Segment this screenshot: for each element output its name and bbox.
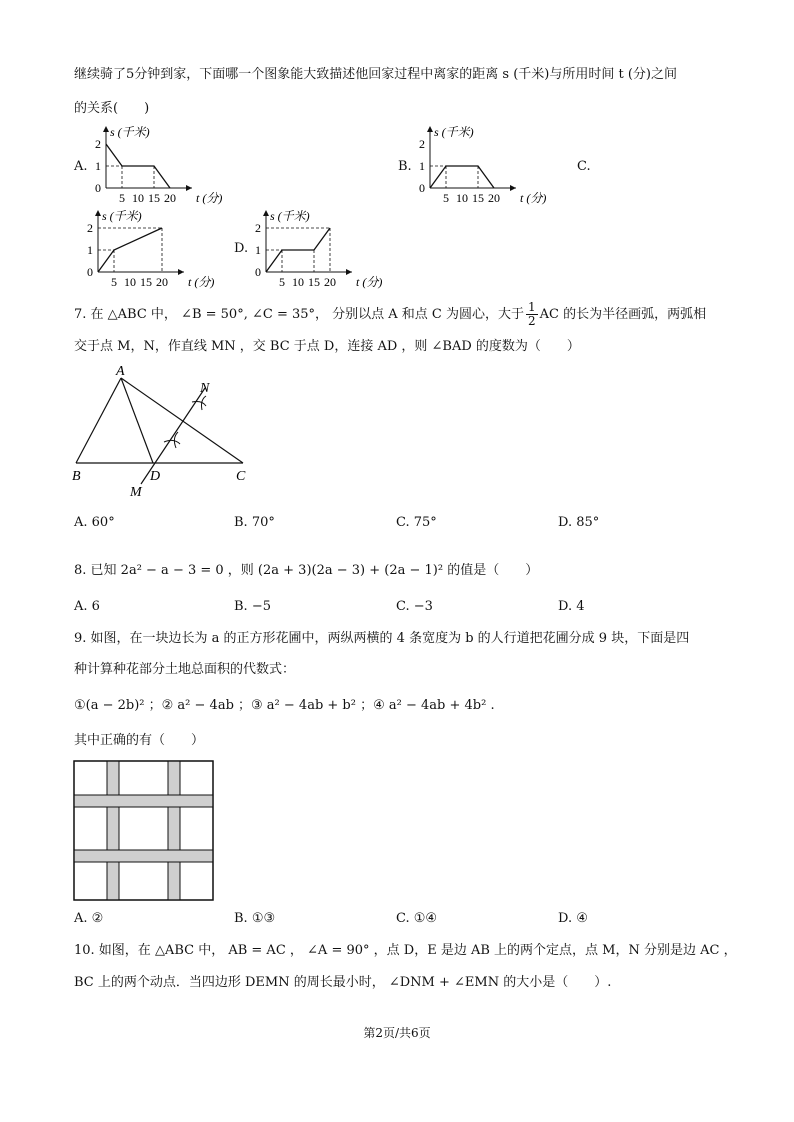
- y-tick-label: 2: [95, 137, 101, 151]
- q9-option-a: A. ②: [74, 911, 104, 926]
- y-tick-label: 0: [255, 265, 261, 279]
- q7-text-line2: 交于点 M，N，作直线 MN ，交 BC 于点 D，连接 AD ，则 ∠BAD 的度数为（ ）: [74, 339, 580, 354]
- q7-triangle-figure: [68, 362, 268, 502]
- y-tick-label: 0: [419, 181, 425, 195]
- q7-text-line1: [74, 301, 706, 328]
- x-tick-label: 15: [472, 191, 484, 205]
- s-axis-label: s (千米): [110, 125, 150, 139]
- s-axis-arrow: [95, 210, 101, 216]
- s-axis-arrow: [263, 210, 269, 216]
- horizontal-path-1: [74, 795, 213, 807]
- s-axis-label: s (千米): [102, 209, 142, 223]
- q6-option-b-label: B.: [398, 159, 412, 174]
- q6-graph-b: [412, 122, 552, 208]
- x-tick-label: 15: [140, 275, 152, 289]
- q8-option-c: C. −3: [396, 599, 433, 614]
- q7-option-c: C. 75°: [396, 515, 437, 530]
- distance-curve: [266, 228, 330, 272]
- x-tick-label: 5: [111, 275, 117, 289]
- q6-option-c-label: C.: [577, 159, 591, 174]
- label-b: B: [72, 469, 81, 484]
- x-tick-label: 5: [443, 191, 449, 205]
- q6-option-a-label: A.: [74, 159, 88, 174]
- q6-text-line1: 继续骑了5分钟到家，下面哪一个图象能大致描述他回家过程中离家的距离 s (千米)与所用时间 t (分)之间: [74, 67, 677, 82]
- t-axis-arrow: [186, 185, 192, 191]
- x-tick-label: 20: [164, 191, 176, 205]
- segment-ab: [76, 378, 121, 463]
- x-tick-label: 5: [279, 275, 285, 289]
- t-axis-label: t (分): [196, 191, 223, 205]
- q9-option-d: D. ④: [558, 911, 588, 926]
- q8-option-d: D. 4: [558, 599, 585, 614]
- page-footer: 第2页/共6页: [363, 1026, 431, 1040]
- label-n: N: [200, 381, 210, 396]
- s-axis-label: s (千米): [270, 209, 310, 223]
- q6-text-line2: 的关系( ): [74, 101, 150, 116]
- q9-garden-figure: [73, 760, 215, 902]
- segment-ad: [121, 378, 153, 463]
- q9-text-line2: 种计算种花部分土地总面积的代数式：: [74, 662, 296, 677]
- t-axis-label: t (分): [188, 275, 215, 289]
- x-tick-label: 15: [148, 191, 160, 205]
- garden-square: [74, 761, 213, 900]
- s-axis-arrow: [427, 126, 433, 132]
- t-axis-label: t (分): [520, 191, 547, 205]
- horizontal-path-2: [74, 850, 213, 862]
- label-d: D: [150, 469, 161, 484]
- q6-graph-c: [64, 206, 224, 292]
- s-axis-label: s (千米): [434, 125, 474, 139]
- q9-text-line1: 9. 如图，在一块边长为 a 的正方形花圃中，两纵两横的 4 条宽度为 b 的人行道把花圃分成 9 块，下面是四: [74, 631, 690, 646]
- q8-text: 8. 已知 2a² − a − 3 = 0 ，则 (2a + 3)(2a − 3) + (2a − 1)² 的值是（ ）: [74, 563, 539, 578]
- q9-option-c: C. ①④: [396, 911, 438, 926]
- q8-option-b: B. −5: [234, 599, 271, 614]
- y-tick-label: 2: [87, 221, 93, 235]
- q7-option-d: D. 85°: [558, 515, 600, 530]
- q6-graph-d: [248, 206, 388, 292]
- y-tick-label: 0: [87, 265, 93, 279]
- q6-option-d-label: D.: [234, 241, 249, 256]
- q10-text-line2: BC 上的两个动点．当四边形 DEMN 的周长最小时， ∠DNM + ∠EMN 的大小是（ ）.: [74, 975, 612, 990]
- arc-marks-upper: [192, 396, 206, 410]
- t-axis-label: t (分): [356, 275, 383, 289]
- x-tick-label: 20: [324, 275, 336, 289]
- q7-frac-num: 1: [528, 300, 536, 314]
- y-tick-label: 1: [87, 243, 93, 257]
- distance-curve: [98, 228, 162, 272]
- vertical-path-2: [168, 761, 180, 900]
- label-a: A: [116, 364, 125, 379]
- x-tick-label: 10: [292, 275, 304, 289]
- q8-option-a: A. 6: [74, 599, 100, 614]
- t-axis-arrow: [178, 269, 184, 275]
- x-tick-label: 10: [456, 191, 468, 205]
- y-tick-label: 1: [95, 159, 101, 173]
- q10-text-line1: 10. 如图，在 △ABC 中， AB = AC ， ∠A = 90° ，点 D，E 是边 AB 上的两个定点，点 M，N 分别是边 AC ，: [74, 943, 737, 958]
- t-axis-arrow: [510, 185, 516, 191]
- t-axis-arrow: [346, 269, 352, 275]
- q9-option-b: B. ①③: [234, 911, 276, 926]
- x-tick-label: 20: [488, 191, 500, 205]
- q9-text-line4: 其中正确的有（ ）: [74, 733, 205, 748]
- q6-graph-a: [88, 122, 228, 208]
- s-axis-arrow: [103, 126, 109, 132]
- q7-fraction: [526, 301, 538, 328]
- x-tick-label: 10: [132, 191, 144, 205]
- q7-frac-den: 2: [528, 314, 536, 328]
- q7-option-a: A. 60°: [74, 515, 115, 530]
- y-tick-label: 0: [95, 181, 101, 195]
- y-tick-label: 2: [419, 137, 425, 151]
- y-tick-label: 2: [255, 221, 261, 235]
- x-tick-label: 15: [308, 275, 320, 289]
- distance-curve: [106, 144, 170, 188]
- distance-curve: [430, 166, 494, 188]
- y-tick-label: 1: [255, 243, 261, 257]
- q9-expressions: ①(a − 2b)² ；② a² − 4ab ；③ a² − 4ab + b² ；④ a² − 4ab + 4b² .: [74, 698, 495, 713]
- segment-ac: [121, 378, 243, 463]
- x-tick-label: 10: [124, 275, 136, 289]
- q7-text-part1: 7. 在 △ABC 中， ∠B = 50°, ∠C = 35°， 分别以点 A 和点 C 为圆心，大于: [74, 307, 525, 322]
- y-tick-label: 1: [419, 159, 425, 173]
- q7-option-b: B. 70°: [234, 515, 275, 530]
- q7-text-part2: AC 的长为半径画弧，两弧相: [539, 307, 707, 322]
- label-m: M: [130, 485, 142, 500]
- x-tick-label: 20: [156, 275, 168, 289]
- label-c: C: [236, 469, 246, 484]
- vertical-path-1: [107, 761, 119, 900]
- x-tick-label: 5: [119, 191, 125, 205]
